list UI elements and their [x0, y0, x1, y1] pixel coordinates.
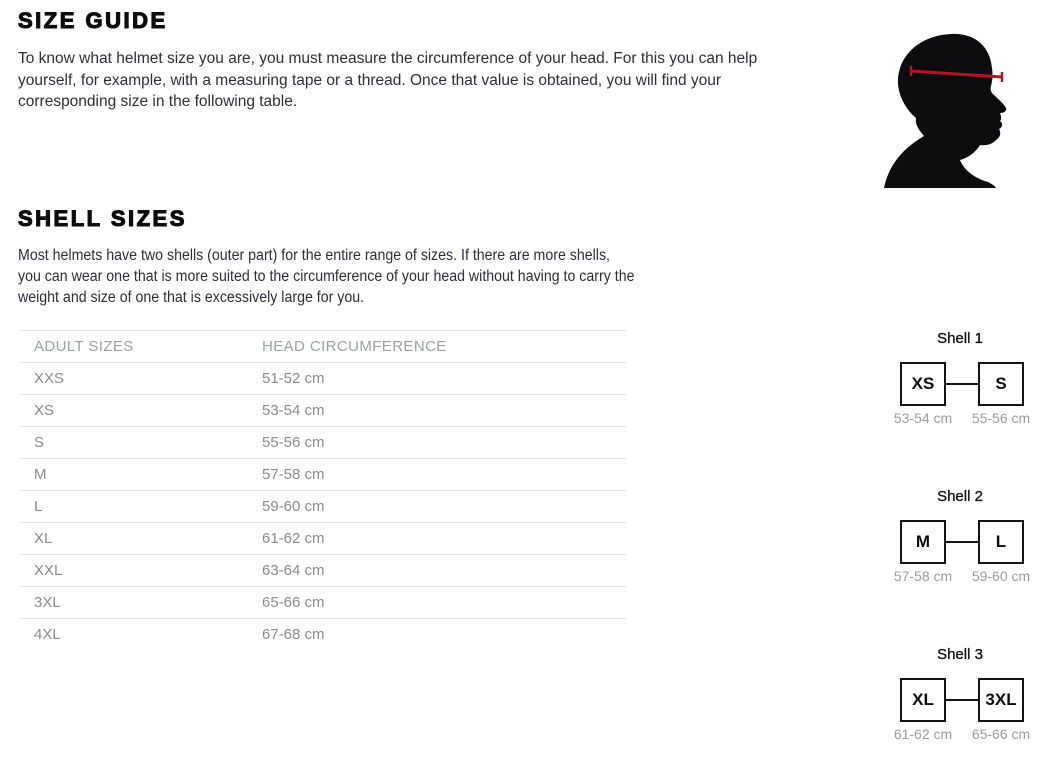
- table-row: [20, 459, 627, 491]
- size-cell: M: [20, 459, 262, 491]
- shell-3-right-range-label: 65-66 cm: [971, 726, 1031, 742]
- circumference-cell: 67-68 cm: [262, 626, 325, 644]
- size-cell: 4XL: [34, 626, 61, 644]
- size-cell: 3XL: [20, 587, 262, 619]
- shell-2-right-range-label: 59-60 cm: [971, 568, 1031, 584]
- column-header-adult-sizes: ADULT SIZES: [20, 331, 262, 363]
- shell-3-right-size-box: 3XL: [978, 678, 1024, 722]
- shell-1-connector-line: [946, 383, 978, 385]
- circumference-cell: 51-52 cm: [262, 363, 627, 395]
- shell-3-title: Shell 3: [937, 646, 983, 663]
- shell-1-left-range-label: 53-54 cm: [893, 410, 953, 426]
- shell-sizes-heading: SHELL SIZES: [18, 206, 187, 231]
- size-guide-intro-text: To know what helmet size you are, you must measure the circumference of your head. For this you can help yourself, for example, with a measuring tape or a thread. Once that value is obtained, you will find your corresponding size in the following table.: [18, 50, 758, 110]
- size-table: [20, 330, 627, 651]
- table-row: [20, 587, 627, 619]
- shell-1-right-size-box: S: [978, 362, 1024, 406]
- shell-2-right-size-box: L: [978, 520, 1024, 564]
- shell-1-title: Shell 1: [937, 330, 983, 347]
- table-row: [20, 619, 627, 651]
- size-table-header-row: [20, 331, 627, 363]
- table-row: [20, 555, 627, 587]
- size-cell: L: [20, 491, 262, 523]
- table-row: [20, 363, 627, 395]
- circumference-cell: 57-58 cm: [262, 459, 627, 491]
- table-row: [20, 523, 627, 555]
- circumference-cell: 61-62 cm: [262, 523, 627, 555]
- table-row: [20, 395, 627, 427]
- column-header-head-circumference: HEAD CIRCUMFERENCE: [262, 331, 627, 363]
- circumference-cell: 65-66 cm: [262, 587, 627, 619]
- circumference-cell: 53-54 cm: [262, 395, 627, 427]
- circumference-cell: 59-60 cm: [262, 491, 627, 523]
- shell-2-left-size-box: M: [900, 520, 946, 564]
- circumference-cell: 63-64 cm: [262, 555, 627, 587]
- size-cell: S: [20, 427, 262, 459]
- shell-2-left-range-label: 57-58 cm: [893, 568, 953, 584]
- size-cell: XXL: [20, 555, 262, 587]
- shell-1-right-range-label: 55-56 cm: [971, 410, 1031, 426]
- table-row: [20, 427, 627, 459]
- shell-3-diagram: [880, 646, 1054, 750]
- circumference-cell: 55-56 cm: [262, 427, 627, 459]
- shell-sizes-intro-text: Most helmets have two shells (outer part) for the entire range of sizes. If there are more shells, you can wear one that is more suited to the circumference of your head without having to carry the weight and size of one that is excessively large for you.: [18, 247, 635, 306]
- shell-1-left-size-box: XS: [900, 362, 946, 406]
- size-cell: XL: [20, 523, 262, 555]
- shell-1-diagram: [880, 330, 1054, 434]
- shell-3-left-range-label: 61-62 cm: [893, 726, 953, 742]
- shell-3-connector-line: [946, 699, 978, 701]
- table-row: [20, 491, 627, 523]
- shell-2-title: Shell 2: [937, 488, 983, 505]
- shell-2-connector-line: [946, 541, 978, 543]
- shell-3-left-size-box: XL: [900, 678, 946, 722]
- shell-2-diagram: [880, 488, 1054, 592]
- size-cell: XS: [20, 395, 262, 427]
- size-guide-heading: SIZE GUIDE: [18, 8, 168, 33]
- size-cell: XXS: [20, 363, 262, 395]
- head-profile-silhouette-icon: [880, 28, 1015, 190]
